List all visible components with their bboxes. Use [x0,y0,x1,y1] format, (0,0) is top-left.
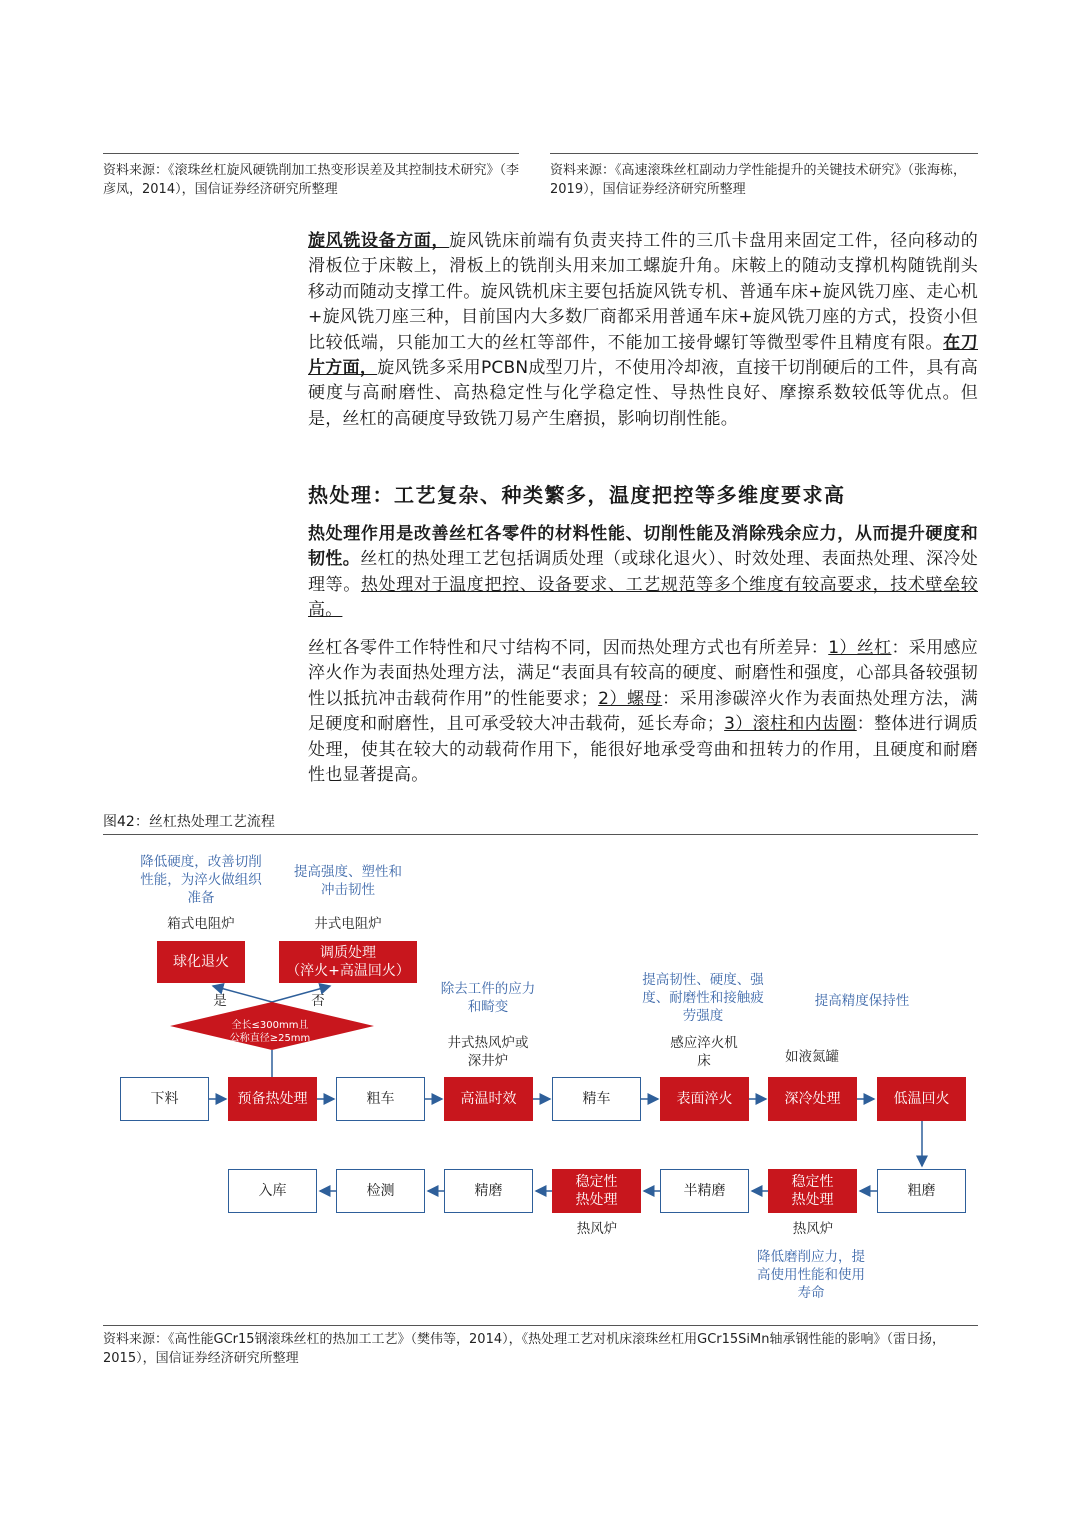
para2-body: 丝杠的热处理工艺包括调质处理（或球化退火）、时效处理、表面热处理、深冷处理等。 [308,549,978,595]
para3-t4: ：整体进行调质处理，使其在较大的动载荷作用下，能很好地承受弯曲和扭转力的作用，且硬度和耐磨性也显著提高。 [308,714,978,786]
box-semi-fine-grinding: 半精磨 [660,1169,749,1213]
lead-equipment: 旋风铣设备方面， [308,231,450,251]
box-cryogenic: 深冷处理 [768,1077,857,1121]
equip-induction: 感应淬火机床 [670,1035,738,1069]
box-quench-temper [279,941,417,983]
box-rough-grinding: 粗磨 [877,1169,966,1213]
box-spheroidize-anneal: 球化退火 [157,941,245,983]
decision-condition [200,1019,340,1045]
equip-hot-air-1: 热风炉 [576,1221,618,1237]
para1-body2: 旋风铣多采用PCBN成型刀片，不使用冷却液，直接干切削硬后的工件，具有高硬度与高耐磨性、高热稳定性与化学稳定性、导热性良好、摩擦系数较低等优点。但是，丝杠的高硬度导致铣刀易产生磨损，影响切削性能。 [308,358,978,429]
para3-t3: ：采用渗碳淬火作为表面热处理方法，满足硬度和耐磨性，且可承受较大冲击载荷，延长寿命； [308,688,978,735]
branch-yes-label: 是 [213,993,227,1009]
note-temper: 提高强度、塑性和冲击韧性 [294,864,402,898]
decision-condition-line1: 全长≤300mm且 [231,1020,309,1031]
box-stabilize-1: 稳定性热处理 [768,1169,857,1213]
box-warehousing: 入库 [228,1169,317,1213]
source-note-right: 资料来源：《高速滚珠丝杠副动力学性能提升的关键技术研究》（张海栋，2019），国信证券经济研究所整理 [550,163,967,197]
box-fine-grinding: 精磨 [444,1169,533,1213]
branch-no-label: 否 [311,993,325,1009]
para3-u1: 1）丝杠 [828,638,892,658]
decision-condition-line2: 公称直径≥25mm [229,1033,311,1044]
source-note-bottom: 资料来源：《高性能GCr15钢滚珠丝杠的热加工工艺》（樊伟等，2014），《热处理工艺对机床滚珠丝杠用GCr15SiMn轴承钢性能的影响》（雷日扬，2015），国信证券经济研究所整理 [103,1332,945,1366]
equip-liquid-nitrogen: 如液氮罐 [785,1049,839,1065]
equip-aging-furnace: 井式热风炉或深井炉 [447,1035,529,1069]
note-anneal: 降低硬度，改善切削性能，为淬火做组织准备 [140,854,262,906]
para2-underlined: 热处理对于温度把控、设备要求、工艺规范等多个维度有较高要求，技术壁垒较高。 [308,574,978,621]
equip-hot-air-2: 热风炉 [792,1221,834,1237]
note-quench: 提高韧性、硬度、强度、耐磨性和接触疲劳强度 [642,972,764,1024]
note-aging: 除去工件的应力和畸变 [440,981,536,1015]
box-stabilize-2: 稳定性热处理 [552,1169,641,1213]
box-surface-quench: 表面淬火 [660,1077,749,1121]
figure-caption: 图42：丝杠热处理工艺流程 [103,814,275,830]
box-rough-turning: 粗车 [336,1077,425,1121]
quench-temper-line1: 调质处理 [320,945,376,961]
box-blanking: 下料 [120,1077,209,1121]
box-low-temp-temper: 低温回火 [877,1077,966,1121]
section-heading: 热处理：工艺复杂、种类繁多，温度把控等多维度要求高 [308,483,846,507]
note-cryo: 提高精度保持性 [814,993,910,1009]
para3-u2: 2）螺母 [598,688,663,709]
quench-temper-line2: （淬火+高温回火） [286,963,410,979]
source-note-left: 资料来源：《滚珠丝杠旋风硬铣削加工热变形误差及其控制技术研究》（李彦凤，2014），国信证券经济研究所整理 [103,163,520,197]
para3-t2: ：采用感应淬火作为表面热处理方法，满足“表面具有较高的硬度、耐磨性和强度，心部具备较强韧性以抵抗冲击载荷作用”的性能要求； [308,638,979,709]
para1-body1: 旋风铣床前端有负责夹持工件的三爪卡盘用来固定工件，径向移动的滑板位于床鞍上，滑板上的铣削头用来加工螺旋升角。床鞍上的随动支撑机构随铣削头移动而随动支撑工件。旋风铣机床主要包括旋风铣专机、普通车床+旋风铣刀座、走心机+旋风铣刀座三种，目前国内大多数厂商都采用普通车床+旋风铣刀座的方式，投资小但比较低端，只能加工大的丝杠等部件，不能加工接骨螺钉等微型零件且精度有限。 [308,231,979,353]
equip-box-furnace: 箱式电阻炉 [167,916,235,932]
para3-t1: 丝杠各零件工作特性和尺寸结构不同，因而热处理方式也有所差异： [308,638,829,658]
equip-pit-furnace: 井式电阻炉 [314,916,382,932]
box-high-temp-aging: 高温时效 [444,1077,533,1121]
para3-u3: 3）滚柱和内齿圈 [724,714,857,735]
figure-bottom-rule [103,1325,978,1326]
box-pre-heat-treatment: 预备热处理 [228,1077,317,1121]
para2-bold: 热处理作用是改善丝杠各零件的材料性能、切削性能及消除残余应力，从而提升硬度和韧性。 [308,524,978,570]
box-finish-turning: 精车 [552,1077,641,1121]
lead-blade: 在刀片方面， [308,332,978,379]
box-inspection: 检测 [336,1169,425,1213]
note-stabilize: 降低磨削应力，提高使用性能和使用寿命 [757,1249,865,1301]
